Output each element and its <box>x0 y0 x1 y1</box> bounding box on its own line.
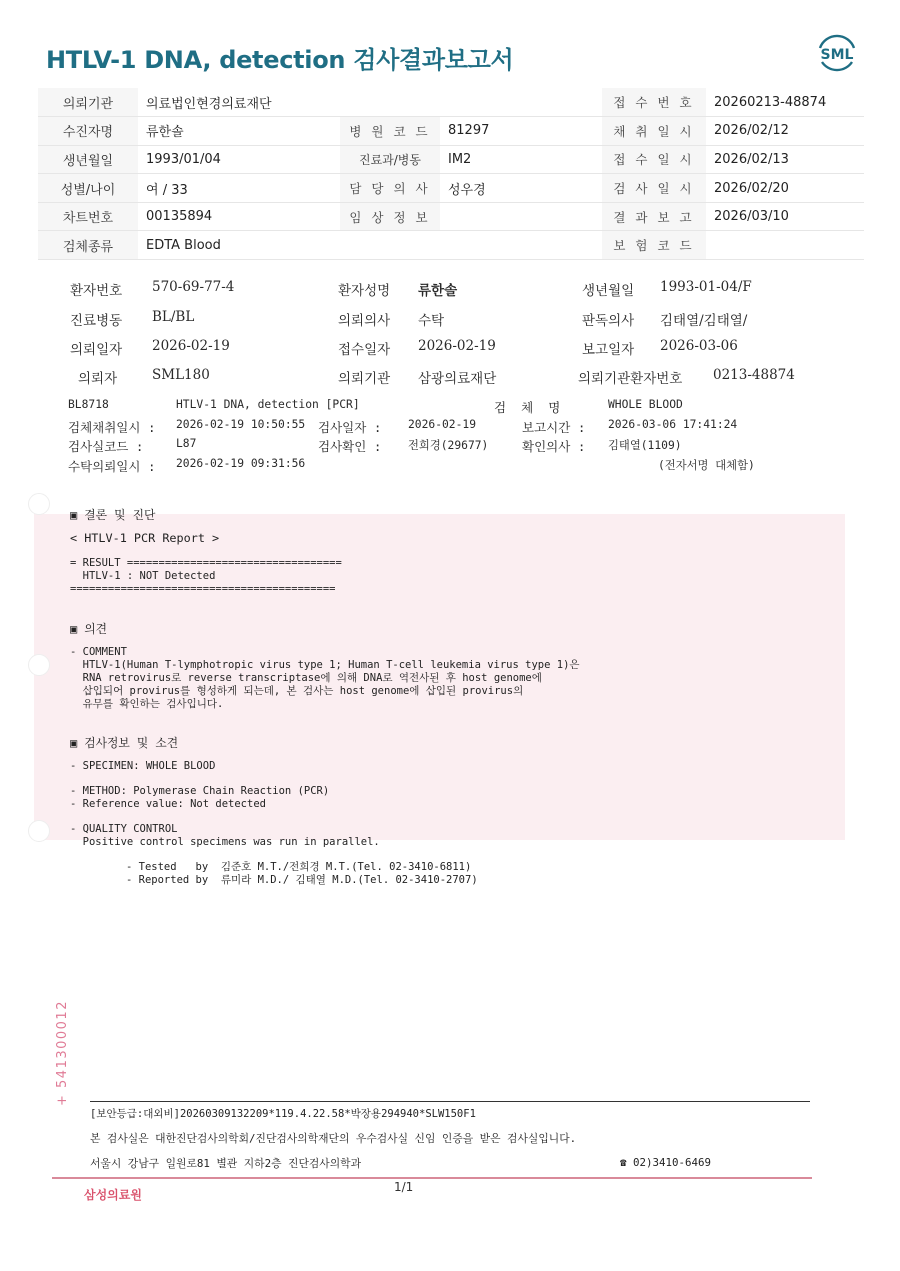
info-value: 00135894 <box>138 202 340 231</box>
info-label: 수진자명 <box>38 117 138 146</box>
info-label: 진료과/병동 <box>340 145 440 174</box>
certification-line: 본 검사실은 대한진단검사의학회/진단검사의학재단의 우수검사실 신임 인증을 받은 검사실입니다. <box>90 1132 577 1145</box>
result-line: ========================================== <box>70 583 336 595</box>
scan-value: 0213-48874 <box>713 367 795 383</box>
info-value: 1993/01/04 <box>138 145 340 174</box>
scan-value: BL/BL <box>152 309 195 325</box>
info-row <box>38 231 864 260</box>
address-line: 서울시 강남구 일원로81 별관 지하2층 진단검사의학과 <box>90 1157 362 1170</box>
info-value: 2026/02/13 <box>706 145 864 174</box>
logo-text: SML <box>820 47 854 63</box>
scan-label: 접수일자 <box>338 342 391 358</box>
scan-value: 삼광의료재단 <box>418 371 497 387</box>
test-name: HTLV-1 DNA, detection [PCR] <box>176 398 360 411</box>
scan-value: 1993-01-04/F <box>660 279 752 295</box>
scan-value: 570-69-77-4 <box>152 279 235 295</box>
page-number: 1/1 <box>394 1180 414 1194</box>
result-line: = RESULT ================================== <box>70 557 342 569</box>
conclusion-heading: ▣ 결론 및 진단 <box>70 508 156 522</box>
consign-label: 수탁의뢰일시 : <box>68 459 156 474</box>
scan-label: 의뢰일자 <box>70 342 123 358</box>
reference-line: - Reference value: Not detected <box>70 798 266 810</box>
exam-confirm-value: 전희경(29677) <box>408 439 489 452</box>
punch-hole <box>28 820 50 842</box>
info-value: 성우경 <box>440 174 602 203</box>
sml-logo <box>812 28 862 78</box>
info-value <box>440 202 602 231</box>
scan-label: 의뢰기관환자번호 <box>578 371 683 387</box>
scan-value: 수탁 <box>418 313 445 329</box>
serial-number <box>52 986 70 1106</box>
info-label: 접 수 일 시 <box>602 145 706 174</box>
security-line: [보안등급:대외비]20260309132209*119.4.22.58*박장용294940*SLW150F1 <box>90 1108 476 1120</box>
exam-date-value: 2026-02-19 <box>408 418 477 431</box>
qc-line: Positive control specimens was run in parallel. <box>70 836 380 848</box>
info-label: 접 수 번 호 <box>602 88 706 117</box>
info-label: 생년월일 <box>38 145 138 174</box>
comment-line: - COMMENT <box>70 646 127 658</box>
comment-line: 삽입되어 provirus를 형성하게 되는데, 본 검사는 host genome에 삽입된 provirus의 <box>70 685 524 697</box>
info-row <box>38 117 864 146</box>
specimen-line: - SPECIMEN: WHOLE BLOOD <box>70 760 216 772</box>
scan-label: 환자성명 <box>338 283 391 299</box>
test-code: BL8718 <box>68 398 109 411</box>
exam-date-label: 검사일자 : <box>318 420 382 435</box>
info-label: 보 험 코 드 <box>602 231 706 260</box>
tested-by-line: - Tested by 김준호 M.T./전희경 M.T.(Tel. 02-3410-6811) <box>126 861 472 873</box>
info-label: 의뢰기관 <box>38 88 138 117</box>
info-label: 병 원 코 드 <box>340 117 440 146</box>
method-line: - METHOD: Polymerase Chain Reaction (PCR) <box>70 785 330 797</box>
info-value <box>706 231 864 260</box>
hospital-name: 삼성의료원 <box>84 1188 142 1202</box>
info-row <box>38 174 864 203</box>
scan-label: 환자번호 <box>70 283 123 299</box>
scan-label: 의뢰기관 <box>338 371 391 387</box>
info-label: 차트번호 <box>38 202 138 231</box>
info-row <box>38 202 864 231</box>
info-label: 검체종류 <box>38 231 138 260</box>
report-title: HTLV-1 DNA, detection 검사결과보고서 <box>46 46 514 74</box>
exam-confirm-label: 검사확인 : <box>318 439 382 454</box>
info-label: 채 취 일 시 <box>602 117 706 146</box>
footer-red-rule <box>52 1177 812 1179</box>
info-value: 의료법인현경의료재단 <box>138 88 602 117</box>
report-time-value: 2026-03-06 17:41:24 <box>608 418 738 431</box>
consign-value: 2026-02-19 09:31:56 <box>176 457 306 470</box>
info-row <box>38 88 864 117</box>
esign-note: (전자서명 대체함) <box>658 459 755 472</box>
specimen-label: 검 체 명 <box>494 400 561 415</box>
punch-hole <box>28 654 50 676</box>
info-label: 결 과 보 고 <box>602 202 706 231</box>
info-value: 20260213-48874 <box>706 88 864 117</box>
info-value: EDTA Blood <box>138 231 602 260</box>
scan-label: 의뢰자 <box>78 371 118 387</box>
info-value: 류한솔 <box>138 117 340 146</box>
scan-label: 생년월일 <box>582 283 635 299</box>
scan-value: SML180 <box>152 367 210 383</box>
phone-line: ☎ 02)3410-6469 <box>620 1156 712 1169</box>
specimen-value: WHOLE BLOOD <box>608 398 683 411</box>
punch-hole <box>28 493 50 515</box>
collect-value: 2026-02-19 10:50:55 <box>176 418 306 431</box>
footer-rule <box>90 1101 810 1102</box>
confirm-doctor-value: 김태열(1109) <box>608 439 682 452</box>
info-label: 검 사 일 시 <box>602 174 706 203</box>
qc-line: - QUALITY CONTROL <box>70 823 178 835</box>
reported-by-line: - Reported by 류미라 M.D./ 김태열 M.D.(Tel. 02-3410-2707) <box>126 874 478 886</box>
info-value: 2026/02/20 <box>706 174 864 203</box>
collect-label: 검체채취일시 : <box>68 420 156 435</box>
info-value: 81297 <box>440 117 602 146</box>
scan-label: 의뢰의사 <box>338 313 391 329</box>
confirm-doctor-label: 확인의사 : <box>522 439 586 454</box>
scan-label: 보고일자 <box>582 342 635 358</box>
info-label: 성별/나이 <box>38 174 138 203</box>
info-value: 여 / 33 <box>138 174 340 203</box>
scan-value: 김태열/김태열/ <box>660 313 748 329</box>
scan-value: 류한솔 <box>418 283 458 299</box>
info-value: 2026/02/12 <box>706 117 864 146</box>
pcr-report-title: < HTLV-1 PCR Report > <box>70 531 220 545</box>
comment-line: 유무를 확인하는 검사입니다. <box>70 698 224 710</box>
report-time-label: 보고시간 : <box>522 420 586 435</box>
lab-code-value: L87 <box>176 437 197 450</box>
info-value: 2026/03/10 <box>706 202 864 231</box>
info-label: 담 당 의 사 <box>340 174 440 203</box>
scan-value: 2026-02-19 <box>418 338 496 354</box>
info-heading: ▣ 검사정보 및 소견 <box>70 736 179 750</box>
scan-label: 판독의사 <box>582 313 635 329</box>
serial-text: + 541300012 <box>55 1000 70 1106</box>
comment-line: HTLV-1(Human T-lymphotropic virus type 1; Human T-cell leukemia virus type 1)은 <box>70 659 580 671</box>
opinion-heading: ▣ 의견 <box>70 622 107 636</box>
info-label: 임 상 정 보 <box>340 202 440 231</box>
lab-code-label: 검사실코드 : <box>68 439 144 454</box>
scan-value: 2026-02-19 <box>152 338 230 354</box>
scan-value: 2026-03-06 <box>660 338 738 354</box>
patient-info-table <box>38 88 864 260</box>
comment-line: RNA retrovirus로 reverse transcriptase에 의해 DNA로 역전사된 후 host genome에 <box>70 672 542 684</box>
info-row <box>38 145 864 174</box>
result-value: HTLV-1 : NOT Detected <box>70 570 216 582</box>
info-value: IM2 <box>440 145 602 174</box>
scan-label: 진료병동 <box>70 313 123 329</box>
